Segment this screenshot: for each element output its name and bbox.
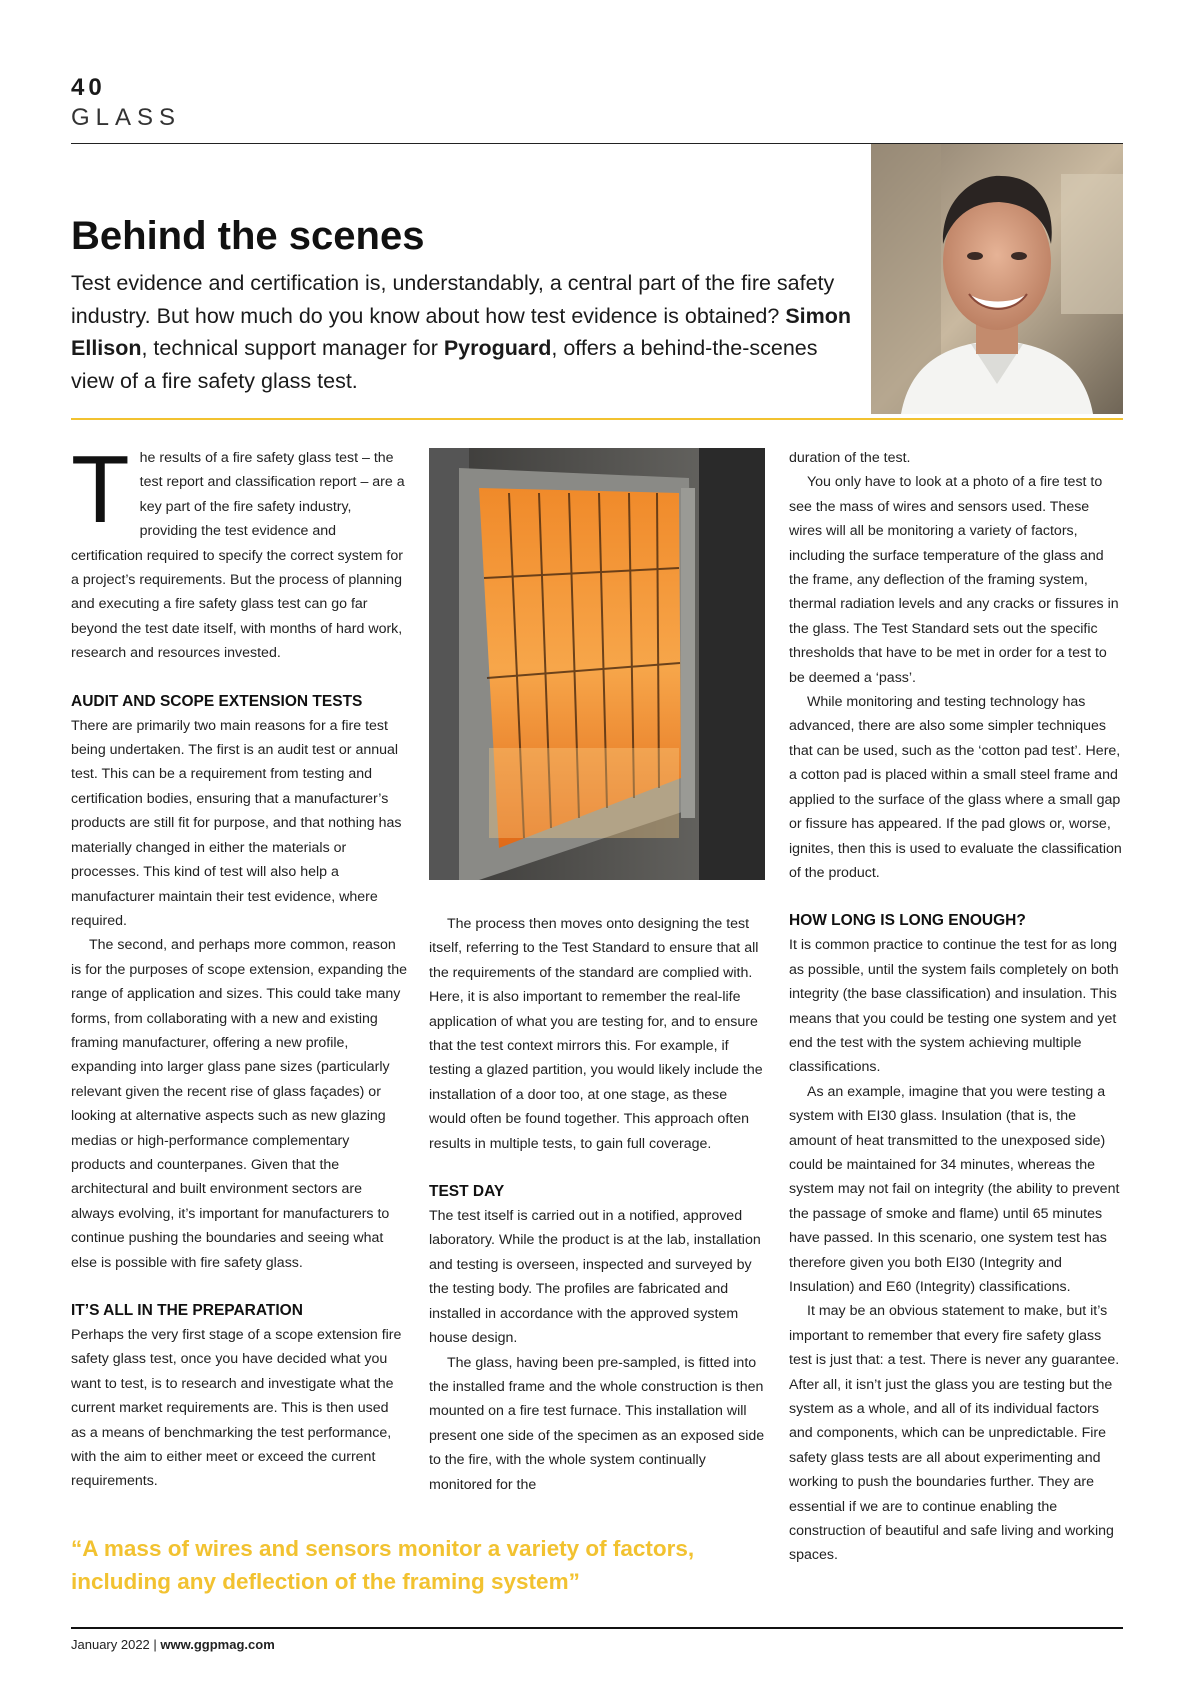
intro-paragraph <box>71 436 407 666</box>
standfirst <box>71 267 861 397</box>
standfirst-text-1: Test evidence and certification is, understandably, a central part of the fire safety industry. But how much do you know about how test evidence is obtained? <box>71 271 835 328</box>
paragraph: It may be an obvious statement to make, but it’s important to remember that every fire safety glass test is just that: a test. There is never any guarantee. After all, it isn’t just the glass you are testing but the system as a whole, and all of its individual factors and components, which can be unpredictable. Fire safety glass tests are all about experimenting and working to push the boundaries further. They are essential if we are to continue enabling the construction of beautiful and safe living and working spaces. <box>789 1303 1120 1564</box>
column-2 <box>429 912 765 1497</box>
standfirst-text-2: , technical support manager for <box>141 336 444 360</box>
footer <box>71 1637 275 1652</box>
gold-rule <box>71 418 1123 420</box>
heading-audit: AUDIT AND SCOPE EXTENSION TESTS <box>71 692 363 710</box>
paragraph: The process then moves onto designing the test itself, referring to the Test Standard to ensure that all the requirements of the standard are complied with. Here, it is also important to remember the real-life application of what you are testing for, and to ensure that the test context mirrors this. For example, if testing a glazed partition, you would likely include the installation of a door too, at one stage, as these would often be found together. This approach often results in multiple tests, to gain full coverage. <box>429 916 763 1152</box>
page-number: 40 <box>71 74 106 101</box>
pull-quote: “A mass of wires and sensors monitor a variety of factors, including any deflection of the framing system” <box>71 1536 695 1594</box>
fire-test-photo <box>429 448 765 880</box>
heading-preparation: IT’S ALL IN THE PREPARATION <box>71 1302 303 1319</box>
intro-text: he results of a fire safety glass test – the test report and classification report – are a key part of the fire safety industry, providing the test evidence and certification required to specify the correct system for a project’s requirements. But the process of planning and executing a fire safety glass test can go far beyond the test date itself, with months of hard work, research and resources invested. <box>71 450 405 662</box>
paragraph: Perhaps the very first stage of a scope extension fire safety glass test, once you have decided what you want to test, is to research and investigate what the current market requirements are. This is then used as a means of benchmarking the test performance, with the aim to either meet or exceed the current requirements. <box>71 1327 402 1490</box>
paragraph: The test itself is carried out in a notified, approved laboratory. While the product is at the lab, installation and testing is overseen, inspected and surveyed by the testing body. The profiles are fabricated and installed in accordance with the approved system house design. <box>429 1208 761 1347</box>
drop-cap: T <box>71 436 130 543</box>
paragraph: The second, and perhaps more common, reason is for the purposes of scope extension, expanding the range of application and sizes. This could take many forms, from collaborating with a new and existing framing manufacturer, offering a new profile, expanding into larger glass pane sizes (particularly relevant given the recent rise of glass façades) or looking at alternative aspects such as new glazing medias or high-performance complementary products and counterpanes. Given that the architectural and built environment sectors are always evolving, it’s important for manufacturers to continue pushing the boundaries and seeing what else is possible with fire safety glass. <box>71 937 407 1271</box>
paragraph: While monitoring and testing technology has advanced, there are also some simpler techniques that can be used, such as the ‘cotton pad test’. Here, a cotton pad is placed within a small steel frame and applied to the surface of the glass where a small gap or fissure has appeared. If the pad glows or, worse, ignites, then this is used to evaluate the classification of the product. <box>789 694 1122 881</box>
heading-test-day: TEST DAY <box>429 1183 505 1201</box>
paragraph: There are primarily two main reasons for a fire test being undertaken. The first is an audit test or annual test. This can be a requirement from testing and certification bodies, ensuring that a manufacturer’s products are still fit for purpose, and that nothing has materially changed in either the materials or processes. This kind of test will also help a manufacturer maintain their test evidence, where required. <box>71 717 402 929</box>
footer-website-link[interactable]: www.ggpmag.com <box>160 1637 275 1652</box>
heading-how-long: HOW LONG IS LONG ENOUGH? <box>789 912 1026 930</box>
paragraph: The glass, having been pre-sampled, is fitted into the installed frame and the whole construction is then mounted on a fire test furnace. This installation will present one side of the specimen as an exposed side to the fire, with the whole system continually monitored for the <box>429 1354 765 1493</box>
column-3 <box>789 446 1125 1568</box>
paragraph: You only have to look at a photo of a fire test to see the mass of wires and sensors used. These wires will all be monitoring a variety of factors, including the surface temperature of the glass and the frame, any deflection of the framing system, thermal radiation levels and any cracks or fissures in the glass. The Test Standard sets out the specific thresholds that have to be met in order for a test to be deemed a ‘pass’. <box>789 474 1119 686</box>
author-portrait <box>871 144 1123 414</box>
footer-date: January 2022 | <box>71 1637 161 1652</box>
author-name: Simon Ellison <box>71 303 852 360</box>
section-label: GLASS <box>71 104 182 131</box>
bottom-rule <box>71 1627 1123 1629</box>
article-title: Behind the scenes <box>71 214 425 258</box>
column-1 <box>71 436 407 1494</box>
paragraph: As an example, imagine that you were testing a system with EI30 glass. Insulation (that is, the amount of heat transmitted to the unexposed side) could be maintained for 34 minutes, whereas the system may not fail on integrity (the ability to prevent the passage of smoke and flame) until 65 minutes have passed. In this scenario, one system test has therefore given you both EI30 (Integrity and Insulation) and E60 (Integrity) classifications. <box>789 1083 1120 1295</box>
paragraph: duration of the test. <box>789 450 911 466</box>
company-name: Pyroguard <box>443 336 552 360</box>
standfirst-text-3: , offers a behind-the-scenes view of a fire safety glass test. <box>71 336 818 393</box>
paragraph: It is common practice to continue the test for as long as possible, until the system fails completely on both integrity (the base classification) and insulation. This means that you could be testing one system and yet end the test with the system achieving multiple classifications. <box>789 937 1119 1076</box>
